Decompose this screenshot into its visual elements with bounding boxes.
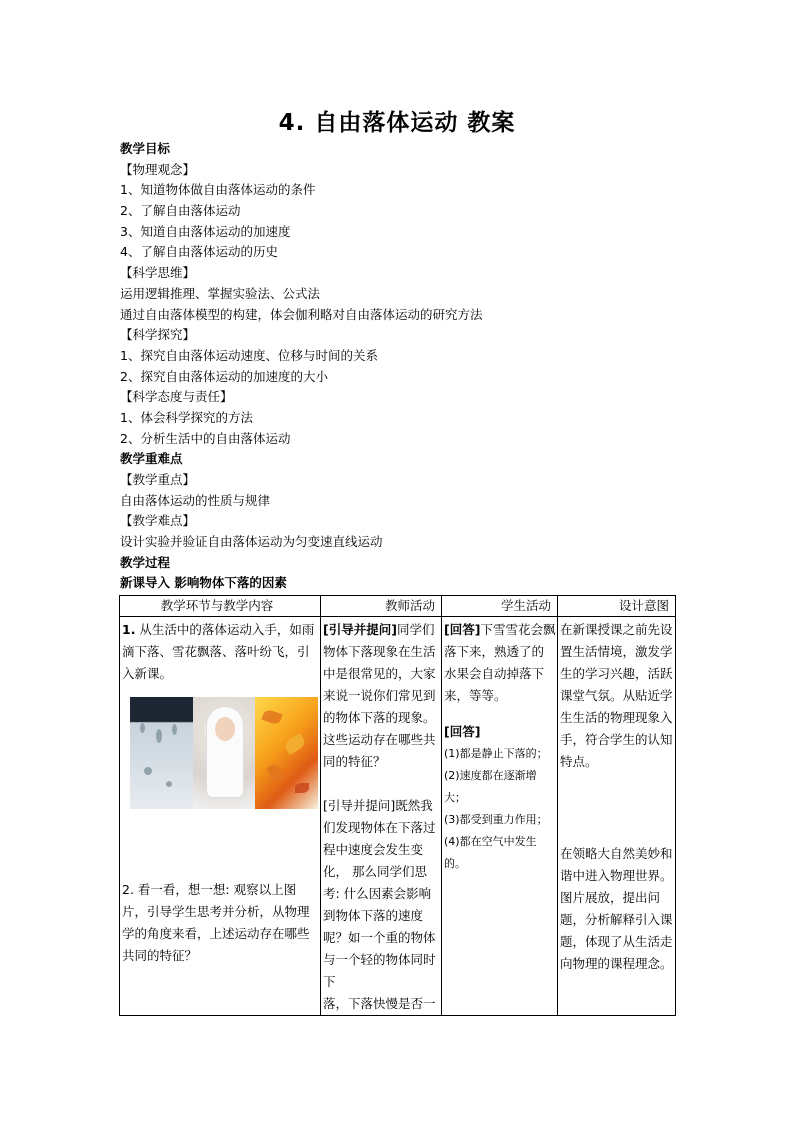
teacher-text-2: [引导并提问]既然我们发现物体在下落过程中速度会发生变化， 那么同学们思考: 什么因素会影响到物体下落的速度呢？如一个重的物体与一个轻的物体同时下 [323,798,436,989]
outline-line: 【科学思维】 [120,265,196,281]
section-heading: 新课导入 影响物体下落的因素 [120,575,287,591]
outline-line: 【教学难点】 [120,513,196,529]
header-teacher: 教师活动 [321,596,442,617]
cell-student [442,617,558,1016]
intent-text-1: 在新课授课之前先设置生活情境，激发学生的学习兴趣，活跃课堂气氛。从贴近学生生活的物理现象入手，符合学生的认知特点。 [560,622,673,769]
raindrop-image [130,697,193,809]
outline-line: 自由落体运动的性质与规律 [120,492,271,508]
teacher-tag: [引导并提问] [323,622,397,637]
section-heading: 教学过程 [120,554,171,570]
outline-line: 2、了解自由落体运动 [120,203,241,219]
answer-text-1: 下雪雪花会飘落下来，熟透了的水果会自动掉落下来，等等。 [444,622,556,703]
header-intent: 设计意图 [558,596,676,617]
falling-leaves-image [255,697,318,809]
outline-line: 通过自由落体模型的构建，体会伽利略对自由落体运动的研究方法 [120,306,483,322]
answer-tag-1: [回答] [444,622,481,637]
outline-line: 运用逻辑推理、掌握实验法、公式法 [120,285,321,301]
answer-tag-2: [回答] [444,724,481,739]
step-number: 1. [122,622,136,637]
outline-line: 【教学重点】 [120,472,196,487]
cell-teacher [321,617,442,1016]
outline-line: 1、探究自由落体运动速度、位移与时间的关系 [120,347,378,363]
outline-line: 2、分析生活中的自由落体运动 [120,430,291,446]
snow-girl-image [193,697,256,809]
nature-photo-strip [130,697,318,809]
outline-line: 2、探究自由落体运动的加速度的大小 [120,368,328,384]
header-student: 学生活动 [442,596,558,617]
outline-line: 设计实验并验证自由落体运动为匀变速直线运动 [120,534,383,550]
answer-item: (2)速度都在逐渐增大； [444,769,537,804]
cell-intent [558,617,676,1016]
outline-line: 4、了解自由落体运动的历史 [120,244,278,260]
page-title: 4. 自由落体运动 教案 [278,110,516,136]
cell-content [120,617,321,1016]
table-header-row [120,596,676,617]
lesson-outline [120,139,680,594]
table-row [120,617,676,1016]
outline-line: 【物理观念】 [120,161,196,177]
intent-text-2: 在领略大自然美妙和谐中进入物理世界。图片展放，提出问题，分析解释引入课题，体现了从生活走向物理的课程理念。 [560,846,673,971]
section-heading: 教学目标 [120,141,171,156]
outline-line: 1、体会科学探究的方法 [120,409,253,425]
outline-line: 1、知道物体做自由落体运动的条件 [120,182,316,198]
section-heading: 教学重难点 [120,451,183,467]
outline-line: 3、知道自由落体运动的加速度 [120,223,291,239]
step-1-text: 从生活中的落体运动入手，如雨滴下落、雪花飘落、落叶纷飞，引入新课。 [122,622,315,681]
lesson-table [119,595,676,1016]
outline-line: 【科学态度与责任】 [120,389,233,405]
step-2-text: 2. 看一看，想一想: 观察以上图片，引导学生思考并分析，从物理学的角度来看，上述运动存在哪些共同的特征？ [122,882,310,963]
teacher-text-3: 落，下落快慢是否一 [323,996,436,1011]
answer-item: (1)都是静止下落的； [444,747,548,760]
teacher-text-1: 同学们物体下落现象在生活中是很常见的，大家来说一说你们常见到的物体下落的现象。这些运动存在哪些共同的特征？ [323,622,436,769]
header-content: 教学环节与教学内容 [120,596,321,617]
answer-item: (3)都受到重力作用； [444,813,548,826]
answer-item: (4)都在空气中发生的。 [444,835,537,870]
outline-line: 【科学探究】 [120,327,196,343]
